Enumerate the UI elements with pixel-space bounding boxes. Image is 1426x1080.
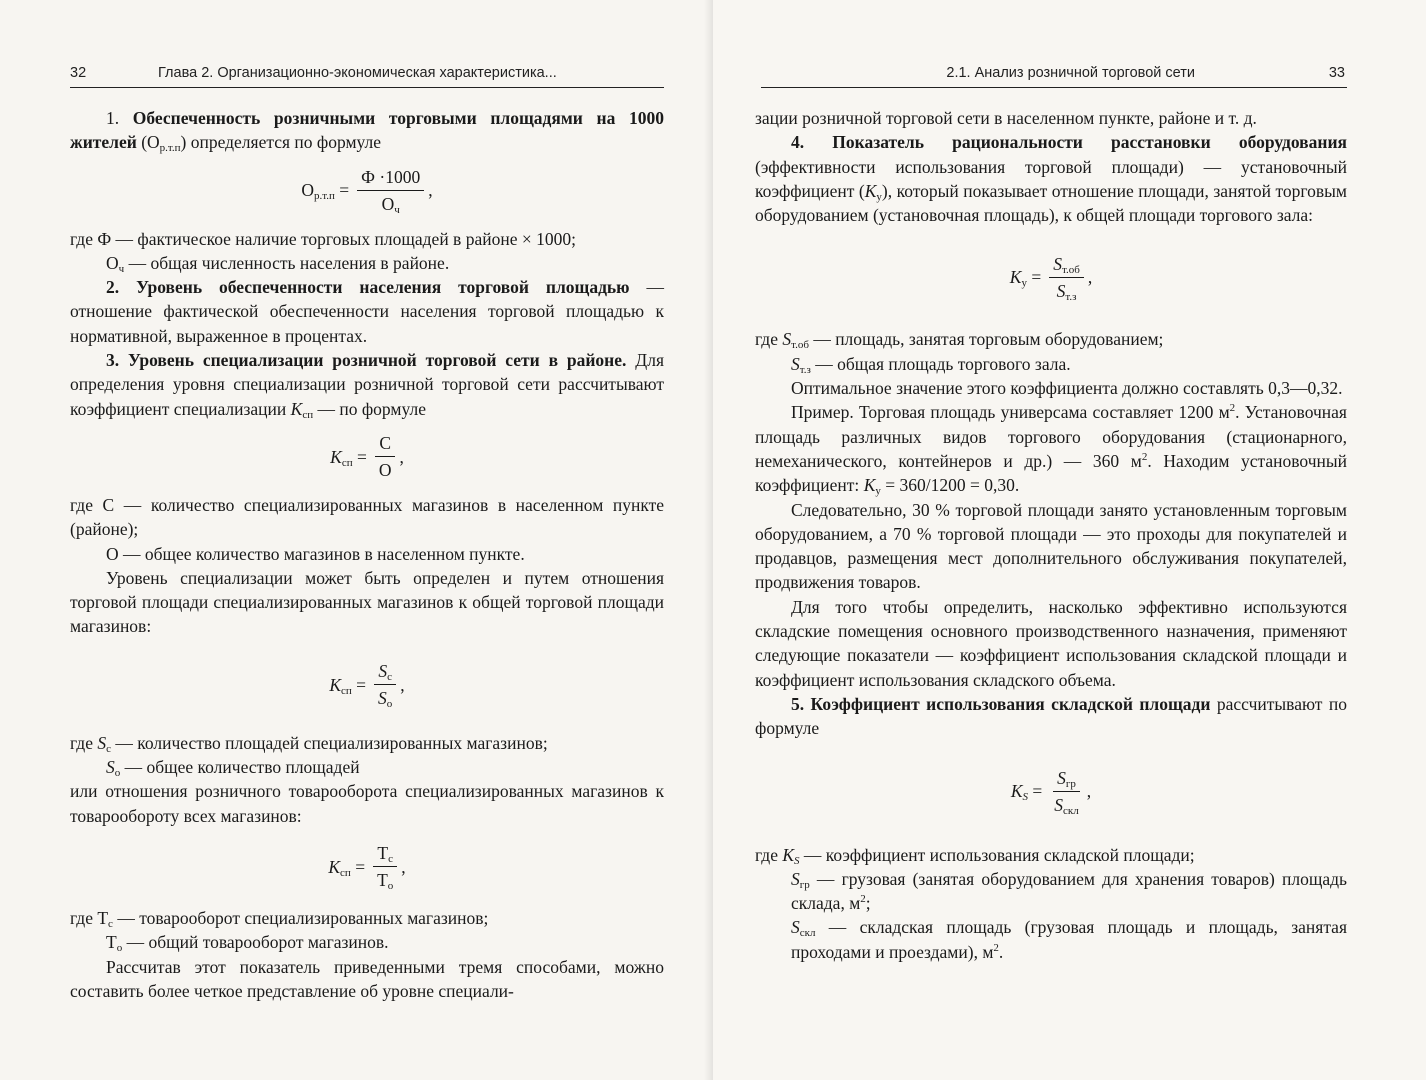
- paragraph-5-coef: 5. Коэффициент использования складской площади рассчитывают по формуле: [755, 693, 1347, 739]
- page-number-left: 32: [70, 65, 87, 81]
- paragraph-1: 1. Обеспеченность розничными торговыми площадями на 1000 жителей $(О_{р.т.п})$ определяется по формуле: [70, 108, 665, 155]
- where-s-gr: $S_{гр}$ — грузовая (занятая оборудованием для хранения товаров) площадь склада, $м^2$;: [791, 868, 1347, 914]
- where-s-c: где $S_с$ — количество площадей специализированных магазинов;: [70, 732, 548, 755]
- paragraph-4-equipment: 4. Показатель рациональности расстановки оборудования (эффективности использования торговой площади) — установочный коэффициент $(K_у)$, который показывает отношение площади, занятой торговым оборудованием (установочная площадь), к общей площади торгового зала:: [755, 132, 1347, 226]
- running-head-left: Глава 2. Организационно-экономическая характеристика...: [158, 65, 557, 81]
- formula-k-y: $K_у$ = $\frac{S_{т.об}}{S_{т.з}}$ ,: [1009, 253, 1093, 303]
- where-s-skl: $S_{скл}$ — складская площадь (грузовая площадь и площадь, занятая проходами и проездами), $м^2$.: [791, 917, 1347, 962]
- formula-k-sp-count: $K_{сп}$ = $\frac{С}{О}$ ,: [330, 433, 404, 481]
- where-k-s: где $K_S$ — коэффициент использования складской площади;: [755, 844, 1195, 867]
- where-s-tob: где $S_{т.об}$ — площадь, занятая торговым оборудованием;: [755, 329, 1164, 352]
- continuation: зации розничной торговой сети в населенном пункте, районе и т. д.: [755, 108, 1257, 128]
- where-t-c: где $Т_с$ — товарооборот специализированных магазинов;: [70, 907, 489, 930]
- page-number-right: 33: [1328, 65, 1345, 81]
- where-c: где С — количество специализированных магазинов в населенном пункте (районе);: [70, 494, 664, 540]
- where-t-o: $Т_о$ — общий товарооборот магазинов.: [106, 932, 389, 955]
- paragraph-2: 2. Уровень обеспеченности населения торговой площадью — отношение фактической обеспеченности населения торговой площадью к нормативной, выраженное в процентах.: [70, 277, 665, 346]
- paragraph-3: 3. Уровень специализации розничной торговой сети в районе. Для определения уровня специализации розничной торговой сети рассчитывают коэффициент специализации $K_{сп}$ — по формуле: [70, 350, 664, 421]
- formula-o-rtp: $О_{р.т.п}$ = $\frac{Ф \cdot 1000}{О_ч}$ ,: [301, 167, 433, 217]
- where-s-o: $S_о$ — общее количество площадей: [106, 757, 360, 780]
- running-head-right: 2.1. Анализ розничной торговой сети: [946, 65, 1195, 81]
- paragraph-warehouse: Для того чтобы определить, насколько эффективно используются складские помещения основного производственного назначения, применяют следующие показатели — коэффициент использования складской площади и коэффициент использования складского объема.: [755, 596, 1347, 690]
- right-page: [713, 0, 1426, 1080]
- where-o-ch: $О_ч$ — общая численность населения в районе.: [106, 252, 450, 275]
- paragraph-5: или отношения розничного товарооборота специализированных магазинов к товарообороту всех магазинов:: [70, 781, 664, 826]
- where-s-tz: $S_{т.з}$ — общая площадь торгового зала.: [791, 353, 1071, 376]
- right-page-body: [755, 106, 1347, 964]
- paragraph-6: Рассчитав этот показатель приведенными тремя способами, можно составить более четкое представление об уровне специали-: [70, 956, 664, 1001]
- where-o: О — общее количество магазинов в населенном пункте.: [106, 543, 525, 564]
- formula-k-s: $K_S$ = $\frac{S_{гр}}{S_{скл}}$ ,: [1010, 768, 1092, 818]
- left-running-header: [70, 62, 664, 88]
- right-running-header: [761, 62, 1347, 88]
- paragraph-4: Уровень специализации может быть определен и путем отношения торговой площади специализированных магазинов к общей торговой площади магазинов:: [70, 567, 664, 637]
- paragraph-example: Пример. Торговая площадь универсама составляет 1200 $м^2$. Установочная площадь различных видов торгового оборудования (стационарного, немеханического, контейнеров и др.) — 360 $м^2$. Находим установочный коэффициент: $K_у = 360/1200 = 0,30$.: [755, 402, 1347, 498]
- paragraph-optimal: Оптимальное значение этого коэффициента должно составлять 0,3—0,32.: [791, 378, 1343, 399]
- where-phi: где Ф — фактическое наличие торговых площадей в районе × 1000;: [70, 228, 576, 249]
- paragraph-consequently: Следовательно, 30 % торговой площади занято установленным торговым оборудованием, а 70 % торговой площади — это проходы для покупателей и продавцов, размещения мест дополнительного обслуживания покупателей, продвижения товаров.: [755, 499, 1347, 593]
- formula-k-sp-turnover: $K_{сп}$ = $\frac{Т_с}{Т_о}$ ,: [328, 843, 406, 893]
- formula-k-sp-area: $K_{сп}$ = $\frac{S_с}{S_о}$ ,: [329, 661, 405, 711]
- left-page-body: [70, 106, 664, 1003]
